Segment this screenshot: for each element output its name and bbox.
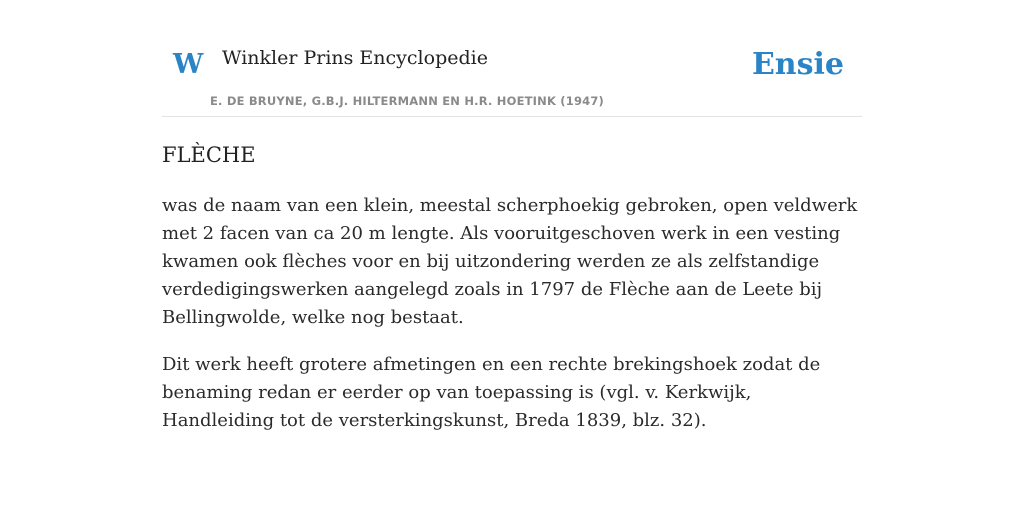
source-header	[162, 0, 862, 117]
entry-paragraph: Dit werk heeft grotere afmetingen en een rechte brekingshoek zodat de benaming redan er eerder op van toepassing is (vgl. v. Kerkwijk, Handleiding tot de versterkingskunst, Breda 1839, blz. 32).	[162, 354, 821, 431]
source-title-link[interactable]: Winkler Prins Encyclopedie	[222, 47, 488, 69]
entry-paragraph: was de naam van een klein, meestal scherphoekig gebroken, open veldwerk met 2 facen van ca 20 m lengte. Als vooruitgeschoven werk in een vesting kwamen ook flèches voor en bij uitzondering werden ze als zelfstandige verdedigingswerken aangelegd zoals in 1797 de Flèche aan de Leete bij Bellingwolde, welke nog bestaat.	[162, 195, 858, 328]
winkler-prins-logo[interactable]: W	[173, 49, 204, 80]
encyclopedia-page	[162, 0, 862, 512]
entry-body	[162, 192, 862, 454]
entry-title: FLÈCHE	[162, 143, 256, 167]
source-authors: E. DE BRUYNE, G.B.J. HILTERMANN EN H.R. HOETINK (1947)	[210, 94, 605, 108]
ensie-logo-link[interactable]: Ensie	[751, 47, 844, 82]
